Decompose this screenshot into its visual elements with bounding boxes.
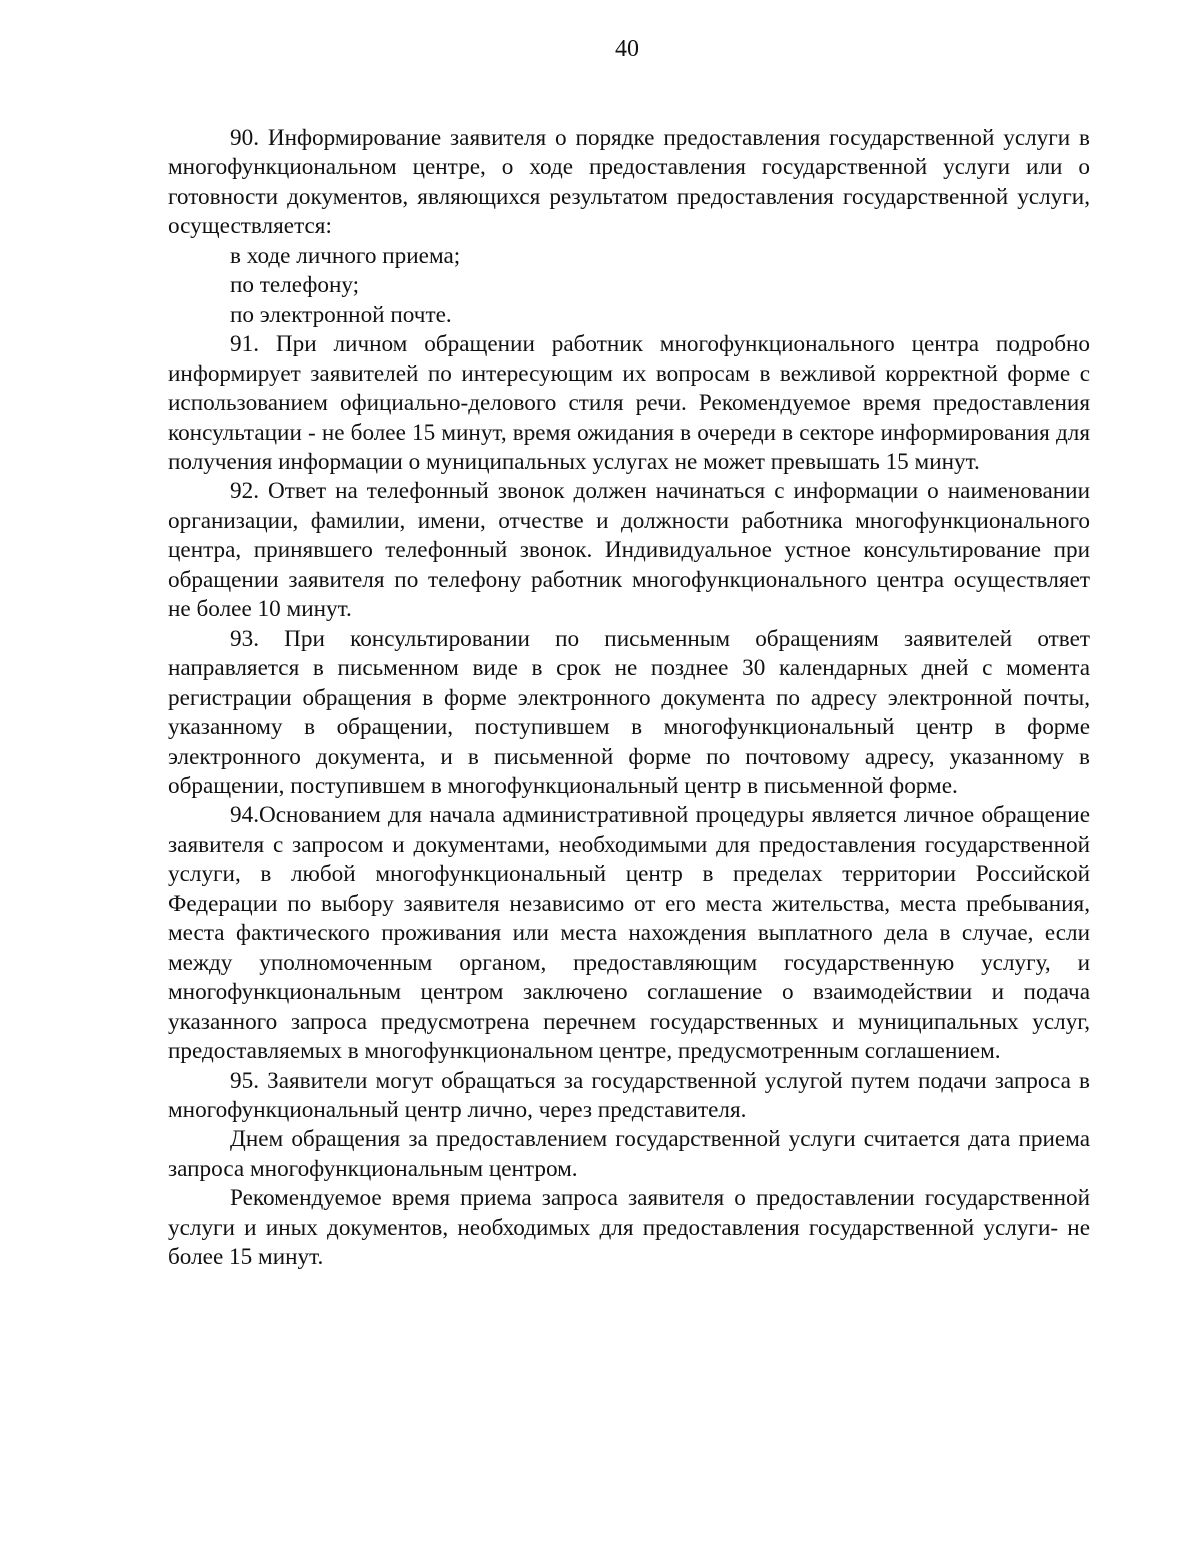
list-item-in-person: в ходе личного приема; [230,242,461,269]
document-body [168,124,1090,1273]
paragraph-90: 90. Информирование заявителя о порядке предоставления государственной услуги в многофункциональном центре, о ходе предоставления государственной услуги или о готовности документов, являющихся результатом предоставления государственной услуги, осуществляется: [168,125,1090,240]
paragraph-94: 94.Основанием для начала административной процедуры является личное обращение заявителя с запросом и документами, необходимыми для предоставления государственной услуги, в любой многофункциональный центр в пределах территории Российской Федерации по выбору заявителя независимо от его места жительства, места пребывания, места фактического проживания или места нахождения выплатного дела в случае, если между уполномоченным органом, предоставляющим государственную услугу, и многофункциональным центром заключено соглашение о взаимодействии и подача указанного запроса предусмотрена перечнем государственных и муниципальных услуг, предоставляемых в многофункциональном центре, предусмотренным соглашением. [168,802,1090,1065]
paragraph-95: 95. Заявители могут обращаться за государственной услугой путем подачи запроса в многофункциональный центр лично, через представителя. [168,1067,1090,1123]
paragraph-recommended-time: Рекомендуемое время приема запроса заявителя о предоставлении государственной услуги и иных документов, необходимых для предоставления государственной услуги- не более 15 минут. [168,1185,1090,1271]
page-number: 40 [615,36,639,62]
list-item-phone: по телефону; [230,272,360,299]
list-item-email: по электронной почте. [230,301,452,328]
paragraph-92: 92. Ответ на телефонный звонок должен начинаться с информации о наименовании организации, фамилии, имени, отчестве и должности работника многофункционального центра, принявшего телефонный звонок. Индивидуальное устное консультирование при обращении заявителя по телефону работник многофункционального центра осуществляет не более 10 минут. [168,478,1090,623]
paragraph-93: 93. При консультировании по письменным обращениям заявителей ответ направляется в письменном виде в срок не позднее 30 календарных дней с момента регистрации обращения в форме электронного документа по адресу электронной почты, указанному в обращении, поступившем в многофункциональный центр в форме электронного документа, и в письменной форме по почтовому адресу, указанному в обращении, поступившем в многофункциональный центр в письменной форме. [168,625,1090,799]
paragraph-91: 91. При личном обращении работник многофункционального центра подробно информирует заявителей по интересующим их вопросам в вежливой корректной форме с использованием официально-делового стиля речи. Рекомендуемое время предоставления консультации - не более 15 минут, время ожидания в очереди в секторе информирования для получения информации о муниципальных услугах не может превышать 15 минут. [168,331,1090,475]
paragraph-application-date: Днем обращения за предоставлением государственной услуги считается дата приема запроса многофункциональным центром. [168,1126,1090,1182]
